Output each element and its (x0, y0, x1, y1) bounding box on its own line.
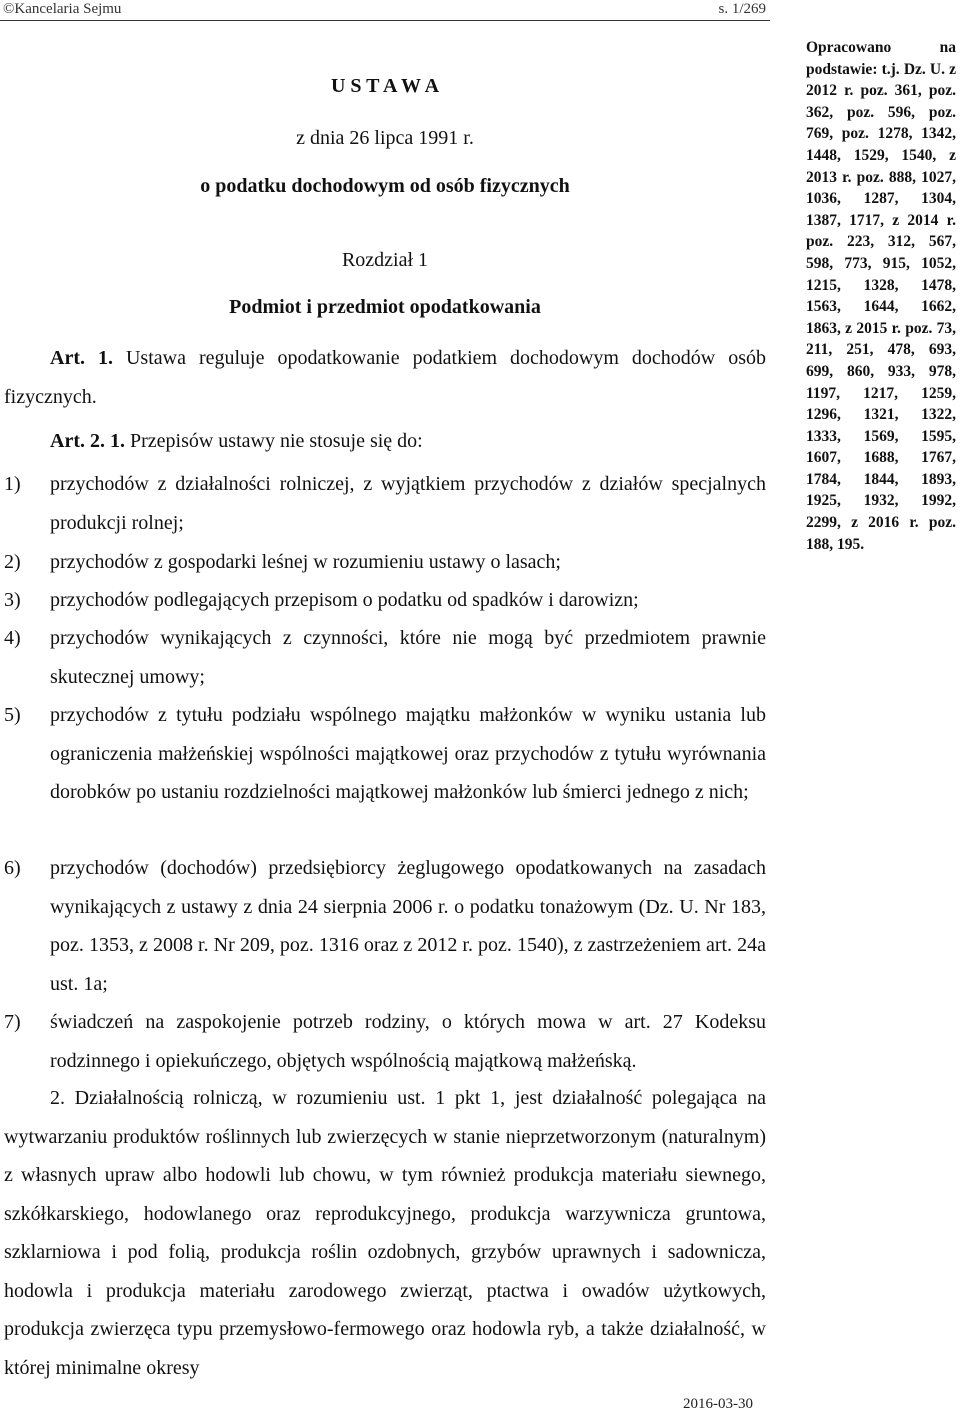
list-item: 3) przychodów podlegających przepisom o podatku od spadków i darowizn; (4, 589, 639, 611)
list-item: 2) przychodów z gospodarki leśnej w rozumieniu ustawy o lasach; (4, 551, 561, 573)
article-2 (4, 422, 766, 461)
chapter-number: Rozdział 1 (341, 249, 429, 271)
act-date: z dnia 26 lipca 1991 r. (296, 127, 474, 149)
list-item: 6) przychodów (dochodów) przedsiębiorcy żeglugowego opodatkowanych na zasadach wynikających z ustawy z dnia 24 sierpnia 2006 r. o podatku tonażowym (Dz. U. Nr 183, poz. 1353, z 2008 r. Nr 209, poz. 1316 oraz z 2012 r. poz. 1540), z zastrzeżeniem art. 24a ust. 1a; (4, 857, 766, 995)
publisher-label: ©Kancelaria Sejmu (3, 1, 122, 17)
list-item: 4) przychodów wynikających z czynności, które nie mogą być przedmiotem prawnie skutecznej umowy; (4, 627, 766, 688)
act-subject: o podatku dochodowym od osób fizycznych (200, 175, 570, 197)
chapter-title: Podmiot i przedmiot opodatkowania (229, 296, 541, 318)
page-number: s. 1/269 (718, 1, 766, 17)
article-2-label: Art. 2. 1. (50, 430, 125, 452)
act-title: U S T A W A (330, 75, 440, 97)
article-1 (4, 339, 766, 416)
footer-date: 2016-03-30 (683, 1396, 753, 1412)
list-item: 1) przychodów z działalności rolniczej, z wyjątkiem przychodów z działów specjalnych produkcji rolnej; (4, 473, 766, 534)
page-header (0, 0, 770, 21)
list-item: 7) świadczeń na zaspokojenie potrzeb rodziny, o których mowa w art. 27 Kodeksu rodzinnego i opiekuńczego, objętych wspólnością majątkową małżeńską. (4, 1011, 766, 1072)
article-1-text: Ustawa reguluje opodatkowanie podatkiem dochodowym dochodów osób fizycznych. (4, 347, 766, 408)
article-2-text: Przepisów ustawy nie stosuje się do: (129, 430, 423, 452)
list-item: 5) przychodów z tytułu podziału wspólnego majątku małżonków w wyniku ustania lub ograniczenia małżeńskiej wspólności majątkowej oraz przychodów z tytułu wyrównania dorobków po ustaniu rozdzielności majątkowej małżonków lub śmierci jednego z nich; (4, 704, 766, 803)
article-2-paragraph-2: 2. Działalnością rolniczą, w rozumieniu ust. 1 pkt 1, jest działalność polegająca na wytwarzaniu produktów roślinnych lub zwierzęcych w stanie nieprzetworzonym (naturalnym) z własnych upraw albo hodowli lub chowu, w tym również produkcja materiału siewnego, szkółkarskiego, hodowlanego oraz reprodukcyjnego, produkcja warzywnicza gruntowa, szklarniowa i pod folią, produkcja roślin ozdobnych, grzybów uprawnych i sadownicza, hodowla i produkcja materiału zarodowego zwierząt, ptactwa i owadów użytkowych, produkcja zwierzęca typu przemysłowo-fermowego oraz hodowla ryb, a także działalność, w której minimalne okresy (4, 1087, 766, 1379)
amendments-note: Opracowano na podstawie: t.j. Dz. U. z 2012 r. poz. 361, poz. 362, poz. 596, poz. 769, poz. 1278, 1342, 1448, 1529, 1540, z 2013 r. poz. 888, 1027, 1036, 1287, 1304, 1387, 1717, z 2014 r. poz. 223, 312, 567, 598, 773, 915, 1052, 1215, 1328, 1478, 1563, 1644, 1662, 1863, z 2015 r. poz. 73, 211, 251, 478, 693, 699, 860, 933, 978, 1197, 1217, 1259, 1296, 1321, 1322, 1333, 1569, 1595, 1607, 1688, 1767, 1784, 1844, 1893, 1925, 1932, 1992, 2299, z 2016 r. poz. 188, 195. (806, 39, 956, 553)
article-1-label: Art. 1. (50, 347, 113, 369)
